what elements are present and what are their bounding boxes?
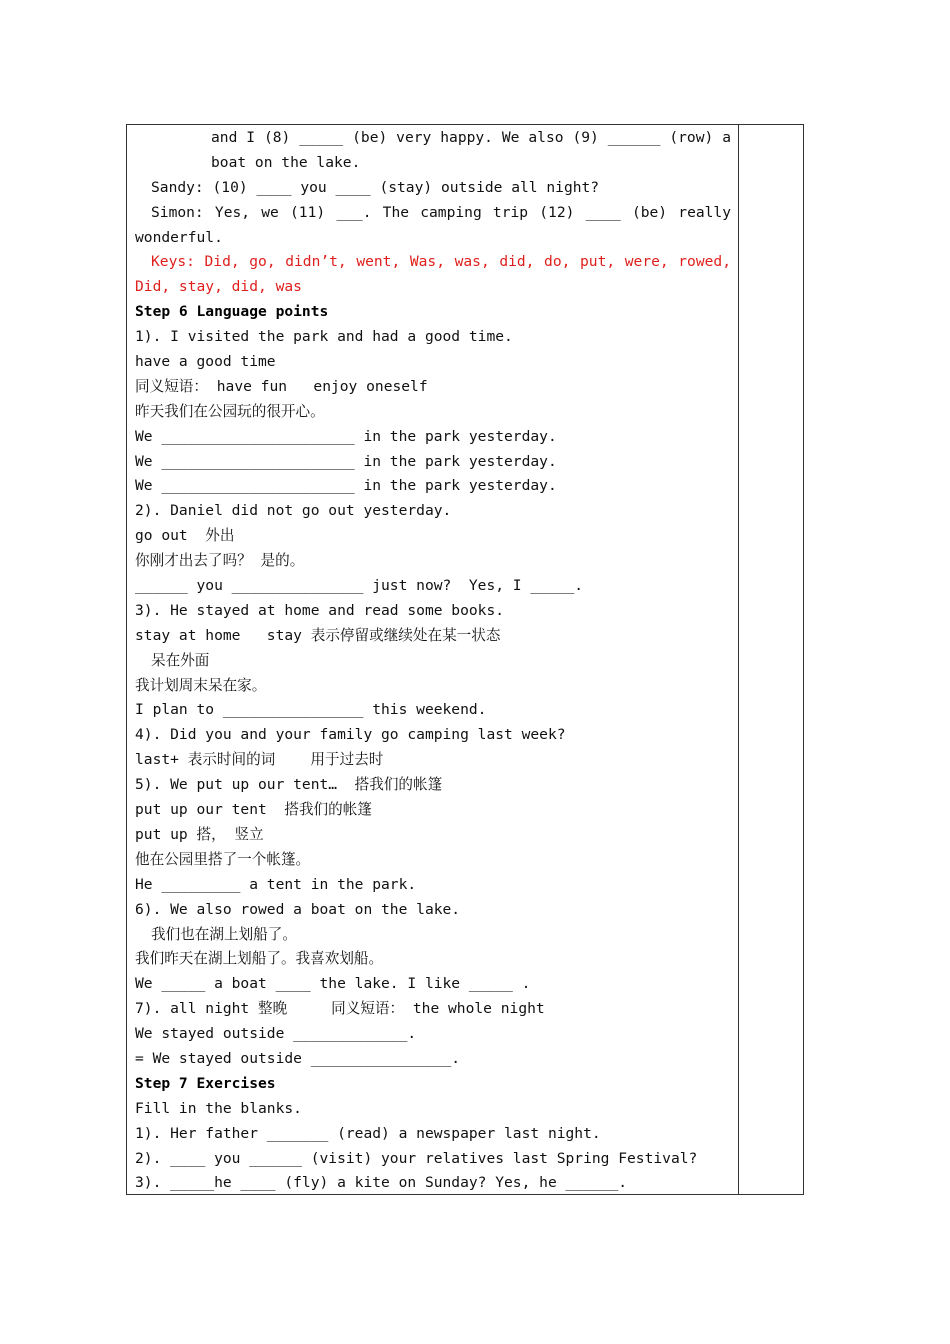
text-line: Sandy: (10) ____ you ____ (stay) outside all night? [151,178,600,196]
text-line: 6). We also rowed a boat on the lake. [135,900,461,918]
text-line: 呆在外面 [151,651,210,669]
text-line: We ______________________ in the park yesterday. [135,477,557,495]
text-line: put up 搭， 竖立 [135,825,264,843]
text-line: go out 外出 [135,527,235,545]
text-line: wonderful. [135,228,223,246]
text-line: 我们也在湖上划船了。 [151,925,297,943]
text-line: and I (8) _____ (be) very happy. We also (9) ______ (row) a [211,129,731,146]
text-line: 你刚才出去了吗？ 是的。 [135,552,305,570]
answer-keys-line: Keys: Did, go, didn’t, went, Was, was, did, do, put, were, rowed, [151,253,731,271]
text-line: I plan to ________________ this weekend. [135,701,487,719]
section-heading: Step 7 Exercises [135,1074,276,1092]
text-line: stay at home stay 表示停留或继续处在某一状态 [135,626,501,644]
text-line: 4). Did you and your family go camping last week? [135,726,566,744]
text-line: = We stayed outside ________________. [135,1049,461,1067]
text-line: have a good time [135,353,276,371]
text-line: last+ 表示时间的词 用于过去时 [135,751,384,769]
text-line: 他在公园里搭了一个帐篷。 [135,850,311,868]
text-line: We ______________________ in the park yesterday. [135,427,557,445]
text-line: We _____ a boat ____ the lake. I like _____ . [135,975,531,993]
text-line: 2). Daniel did not go out yesterday. [135,502,452,520]
text-line: Fill in the blanks. [135,1099,302,1117]
worksheet-content [135,126,731,1196]
text-line: 5). We put up our tent… 搭我们的帐篷 [135,776,443,794]
text-line: Simon: Yes, we (11) ___. The camping trip (12) ____ (be) really [151,203,731,221]
text-line: 2). ____ you ______ (visit) your relatives last Spring Festival? [135,1149,698,1167]
text-line: 同义短语： have fun enjoy oneself [135,377,428,395]
text-line: put up our tent 搭我们的帐篷 [135,801,372,819]
text-line: boat on the lake. [211,153,361,171]
table-column-divider [738,124,739,1195]
text-line: ______ you _______________ just now? Yes, I _____. [135,577,584,595]
text-line: 1). Her father _______ (read) a newspaper last night. [135,1124,601,1142]
text-line: We stayed outside _____________. [135,1025,417,1043]
text-line: We ______________________ in the park yesterday. [135,452,557,470]
text-line: He _________ a tent in the park. [135,875,417,893]
text-line: 7). all night 整晚 同义短语： the whole night [135,1000,545,1018]
text-line: 3). _____he ____ (fly) a kite on Sunday? Yes, he ______. [135,1174,628,1192]
text-line: 1). I visited the park and had a good time. [135,328,513,346]
text-line: 我计划周末呆在家。 [135,676,267,694]
text-line: 3). He stayed at home and read some books. [135,601,505,619]
text-line: 我们昨天在湖上划船了。我喜欢划船。 [135,950,384,968]
section-heading: Step 6 Language points [135,303,329,321]
answer-keys-line: Did, stay, did, was [135,278,302,296]
text-line: 昨天我们在公园玩的很开心。 [135,402,325,420]
